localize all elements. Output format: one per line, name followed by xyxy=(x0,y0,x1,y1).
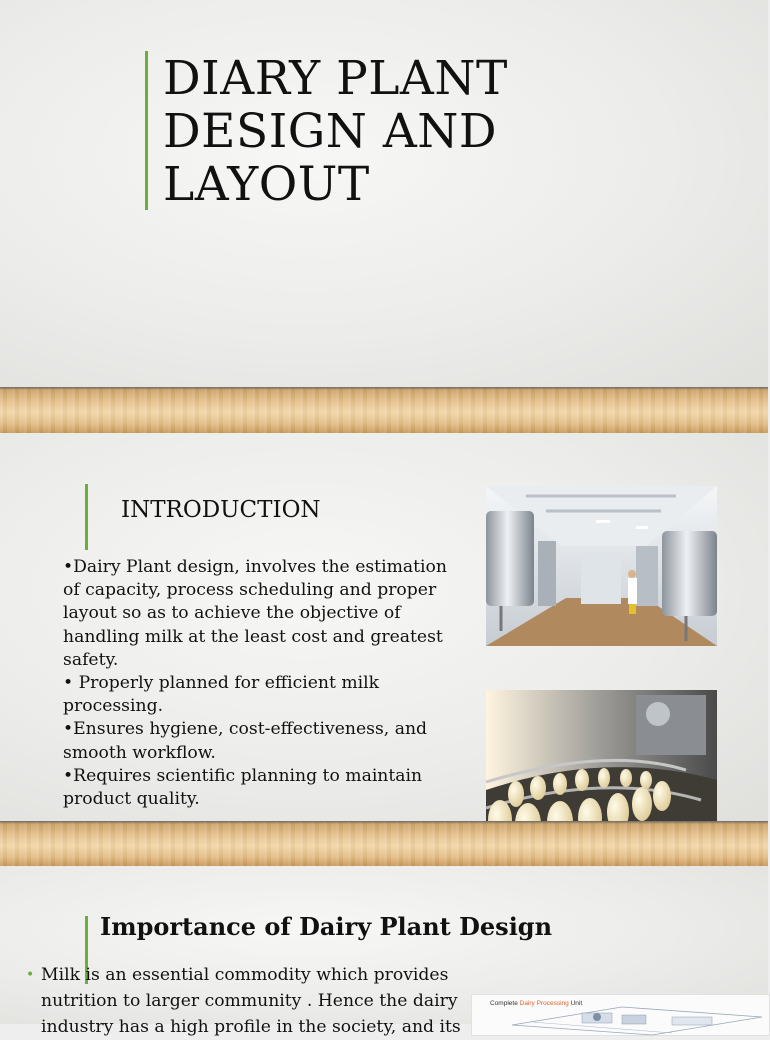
presentation-title xyxy=(163,52,508,211)
introduction-heading: INTRODUCTION xyxy=(121,497,321,523)
importance-bullet-list xyxy=(26,962,476,1040)
accent-bar xyxy=(145,51,148,210)
diagram-caption-prefix: Complete xyxy=(490,1000,520,1007)
intro-paragraph-1: •Dairy Plant design, involves the estimation of capacity, process scheduling and proper layout so as to achieve the objective of handling milk at the least cost and greatest safety. xyxy=(63,557,447,670)
list-item xyxy=(26,962,476,1040)
importance-heading: Importance of Dairy Plant Design xyxy=(100,912,553,941)
title-slide xyxy=(0,0,768,387)
diagram-caption-highlight: Dairy Processing xyxy=(519,1000,569,1007)
introduction-slide xyxy=(0,433,768,821)
diagram-caption-suffix: Unit xyxy=(568,1000,583,1007)
introduction-body xyxy=(63,556,453,811)
wood-floor-divider xyxy=(0,821,768,866)
importance-bullet-1: Milk is an essential commodity which provides nutrition to larger community . Hence the dairy industry has a high profile in the society, and its xyxy=(41,965,461,1037)
title-line-3: LAYOUT xyxy=(163,157,370,212)
title-line-1: DIARY PLANT xyxy=(163,51,508,106)
intro-paragraph-4: •Requires scientific planning to maintain product quality. xyxy=(63,765,423,810)
title-line-2: DESIGN AND xyxy=(163,104,498,159)
intro-paragraph-2: • Properly planned for efficient milk processing. xyxy=(63,673,380,717)
accent-bar xyxy=(85,484,88,550)
wood-floor-divider xyxy=(0,387,768,433)
intro-paragraph-3: •Ensures hygiene, cost-effectiveness, and smooth workflow. xyxy=(63,719,428,763)
dairy-processing-hall-photo xyxy=(486,486,717,646)
importance-slide xyxy=(0,866,768,1037)
dairy-processing-unit-diagram xyxy=(471,994,770,1036)
bullet-dot-icon: • xyxy=(26,967,35,983)
